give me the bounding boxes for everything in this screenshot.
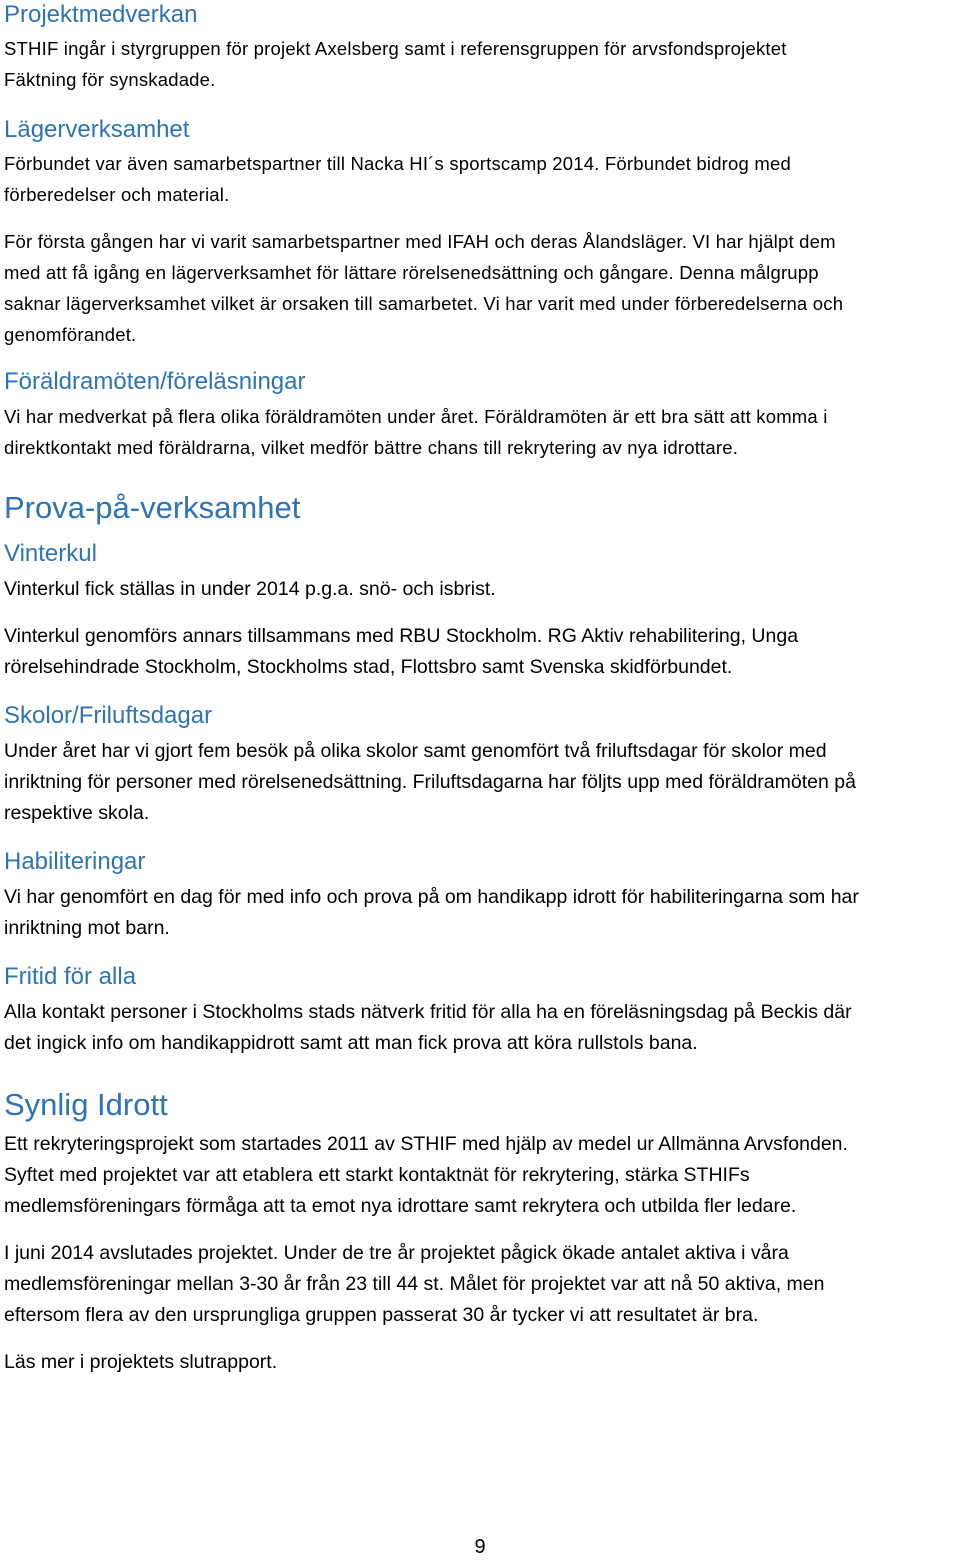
paragraph-line: Alla kontakt personer i Stockholms stads nätverk fritid för alla ha en föreläsningsdag på Beckis där [4,1001,852,1023]
heading-lagerverksamhet: Lägerverksamhet [4,116,190,143]
heading-synlig-idrott: Synlig Idrott [4,1087,168,1122]
paragraph-line: STHIF ingår i styrgruppen för projekt Axelsberg samt i referensgruppen för arvsfondsprojektet [4,38,787,59]
paragraph-line: inriktning mot barn. [4,917,170,939]
paragraph-line: eftersom flera av den ursprungliga gruppen passerat 30 år tycker vi att resultatet är bra. [4,1304,759,1326]
paragraph-line: rörelsehindrade Stockholm, Stockholms stad, Flottsbro samt Svenska skidförbundet. [4,656,733,678]
paragraph-line: Vinterkul fick ställas in under 2014 p.g.a. snö- och isbrist. [4,578,496,600]
heading-prova-pa-verksamhet: Prova-på-verksamhet [4,490,301,525]
paragraph-line: Förbundet var även samarbetspartner till Nacka HI´s sportscamp 2014. Förbundet bidrog med [4,153,791,174]
paragraph-line: medlemsföreningar mellan 3-30 år från 23 till 44 st. Målet för projektet var att nå 50 aktiva, men [4,1273,825,1295]
paragraph-line: Läs mer i projektets slutrapport. [4,1351,278,1373]
paragraph-line: genomförandet. [4,324,137,345]
heading-foraldramoten: Föräldramöten/föreläsningar [4,368,306,395]
heading-habiliteringar: Habiliteringar [4,848,146,875]
paragraph-line: Fäktning för synskadade. [4,69,216,90]
paragraph-line: I juni 2014 avslutades projektet. Under de tre år projektet pågick ökade antalet aktiva i våra [4,1242,789,1264]
paragraph-line: Vinterkul genomförs annars tillsammans med RBU Stockholm. RG Aktiv rehabilitering, Unga [4,625,799,647]
page-number: 9 [474,1536,486,1558]
paragraph-line: förberedelser och material. [4,184,230,205]
heading-fritid-for-alla: Fritid för alla [4,963,137,990]
paragraph-line: inriktning för personer med rörelsenedsättning. Friluftsdagarna har följts upp med föräldramöten på [4,771,856,793]
heading-vinterkul: Vinterkul [4,540,97,567]
paragraph-line: För första gången har vi varit samarbetspartner med IFAH och deras Ålandsläger. VI har hjälpt dem [4,231,836,252]
paragraph-line: Vi har genomfört en dag för med info och prova på om handikapp idrott för habiliteringarna som har [4,886,859,908]
paragraph-line: Ett rekryteringsprojekt som startades 2011 av STHIF med hjälp av medel ur Allmänna Arvsfonden. [4,1133,848,1155]
heading-skolor-friluftsdagar: Skolor/Friluftsdagar [4,702,213,729]
paragraph-line: Syftet med projektet var att etablera ett starkt kontaktnät för rekrytering, stärka STHIFs [4,1164,750,1186]
paragraph-line: det ingick info om handikappidrott samt att man fick prova att köra rullstols bana. [4,1032,698,1054]
paragraph-line: med att få igång en lägerverksamhet för lättare rörelsenedsättning och gångare. Denna målgrupp [4,262,819,283]
paragraph-line: saknar lägerverksamhet vilket är orsaken till samarbetet. Vi har varit med under förberedelserna och [4,293,844,314]
paragraph-line: Under året har vi gjort fem besök på olika skolor samt genomfört två friluftsdagar för skolor med [4,740,827,762]
paragraph-line: direktkontakt med föräldrarna, vilket medför bättre chans till rekrytering av nya idrottare. [4,437,739,458]
paragraph-line: respektive skola. [4,802,150,824]
paragraph-line: Vi har medverkat på flera olika föräldramöten under året. Föräldramöten är ett bra sätt att komma i [4,406,828,427]
heading-projektmedverkan: Projektmedverkan [4,1,198,28]
paragraph-line: medlemsföreningars förmåga att ta emot nya idrottare samt rekrytera och utbilda fler ledare. [4,1195,797,1217]
